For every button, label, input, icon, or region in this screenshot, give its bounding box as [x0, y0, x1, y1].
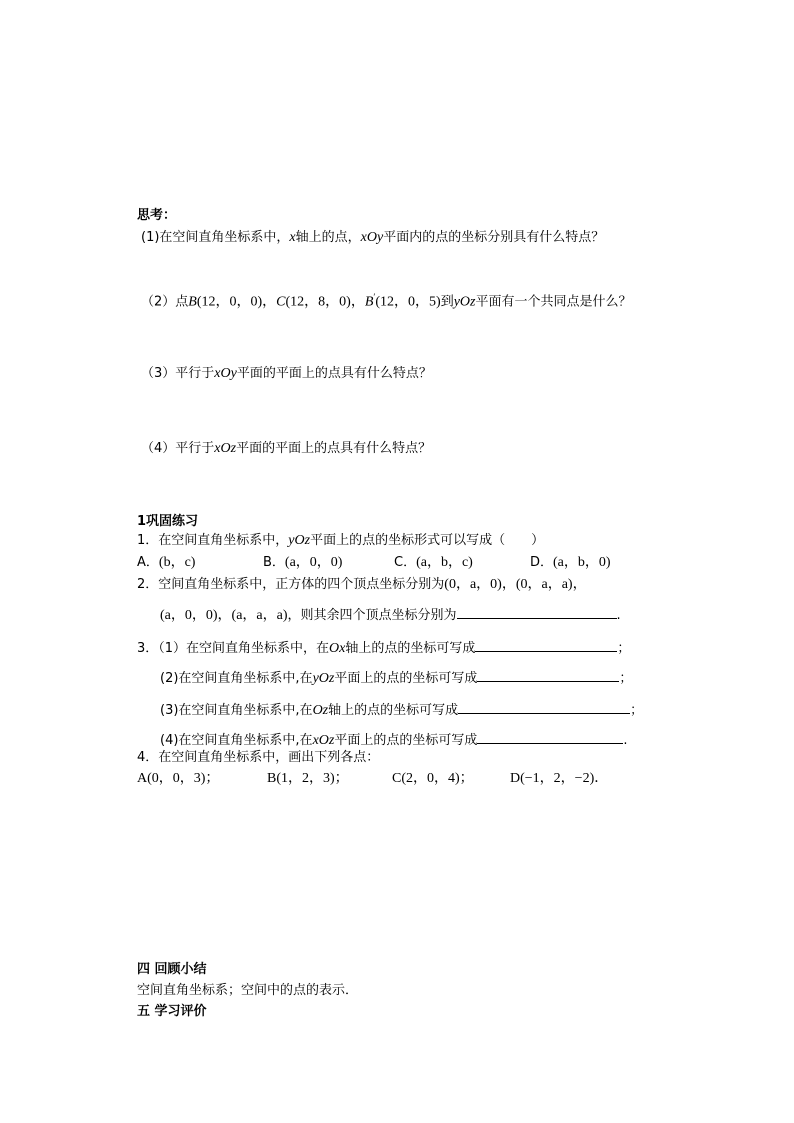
- practice-heading: 1巩固练习: [137, 514, 199, 529]
- option-a: [137, 554, 195, 572]
- q4-text-a: （4）平行于: [141, 441, 215, 456]
- option-b-value: (a，0，0): [284, 555, 343, 570]
- p2-coords: (0，a，0)，(0，a，a)，: [444, 577, 587, 592]
- answer-blank-3-2[interactable]: [477, 669, 619, 682]
- q4-text-c: 平面的平面上的点具有什么特点？: [236, 441, 432, 456]
- think-heading: 思考：: [137, 208, 177, 223]
- option-b-label: B．: [263, 555, 285, 570]
- p3-text-c: 轴上的点的坐标可写成: [345, 641, 476, 656]
- p3-4-period: .: [623, 733, 628, 748]
- option-c: [394, 554, 473, 572]
- option-d: [530, 554, 611, 572]
- practice-item-2-cont: [160, 606, 621, 625]
- answer-blank-3-3[interactable]: [458, 701, 630, 714]
- option-d-value: (a，b，0): [553, 555, 611, 570]
- q3-text-a: （3）平行于: [141, 366, 215, 381]
- think-question-1: [141, 229, 604, 247]
- option-a-label: A．: [137, 555, 159, 570]
- p3-3-semicolon: ；: [630, 703, 644, 718]
- p2-text-a: 2．空间直角坐标系中，正方体的四个顶点坐标分别为: [137, 577, 445, 592]
- p3-2-text-a: (2)在空间直角坐标系中,在: [160, 671, 313, 686]
- p3-text-a: 3．（1）在空间直角坐标系中，在: [137, 641, 330, 656]
- evaluation-heading: 五 学习评价: [137, 1004, 207, 1019]
- option-d-label: D．: [530, 555, 554, 570]
- p3-2-text-c: 平面上的点的坐标可写成: [334, 671, 478, 686]
- q1-text-e: 平面内的点的坐标分别具有什么特点？: [383, 230, 605, 245]
- q2-text-i: 到: [440, 294, 454, 310]
- p3-2-semicolon: ；: [619, 671, 633, 686]
- p2b-text: ，则其余四个顶点坐标分别为: [287, 608, 457, 623]
- q1-math-xoy: xOy: [360, 230, 384, 245]
- option-b: [263, 554, 342, 572]
- p3-3-text-c: 轴上的点的坐标可写成: [328, 703, 459, 718]
- practice-item-4: [137, 749, 379, 767]
- p2b-period: .: [616, 608, 621, 623]
- p3-4-text-c: 平面上的点的坐标可写成: [334, 733, 478, 748]
- p3-4-text-a: (4)在空间直角坐标系中,在: [160, 733, 313, 748]
- q2-point-c: C: [276, 294, 286, 310]
- p3-3-text-a: (3)在空间直角坐标系中,在: [160, 703, 313, 718]
- point-c: C(2，0，4)；: [392, 771, 474, 786]
- practice-item-3-2: [160, 669, 632, 688]
- q4-math-xoz: xOz: [214, 441, 237, 456]
- think-question-3: [141, 365, 432, 383]
- p1-text-a: 1．在空间直角坐标系中，: [137, 533, 289, 548]
- option-a-value: (b，c): [158, 555, 196, 570]
- practice-item-3-3: [160, 701, 643, 720]
- p4-text: 4．在空间直角坐标系中，画出下列各点：: [137, 750, 380, 765]
- summary-heading: 四 回顾小结: [137, 962, 207, 977]
- q2-text-a: （2）点: [141, 294, 189, 310]
- summary-text: 空间直角坐标系；空间中的点的表示．: [137, 983, 359, 998]
- answer-blank-2[interactable]: [457, 606, 617, 619]
- practice-item-2: [137, 576, 587, 594]
- q2-math-yoz: yOz: [453, 294, 476, 310]
- p3-math-ox: Ox: [329, 641, 346, 656]
- p1-math-yoz: yOz: [288, 533, 311, 548]
- q2-prime-mark: ′: [373, 292, 376, 302]
- option-c-value: (a，b，c): [416, 555, 473, 570]
- practice-item-3-1: [137, 639, 630, 658]
- q3-text-c: 平面的平面上的点具有什么特点？: [236, 366, 432, 381]
- p3-semicolon: ；: [617, 641, 631, 656]
- q2-coord-b-prime: (12，0，5): [375, 294, 441, 310]
- answer-blank-3-4[interactable]: [477, 731, 623, 744]
- q1-text-a: (1)在空间直角坐标系中，: [141, 230, 290, 245]
- q2-text-k: 平面有一个共同点是什么？: [475, 294, 632, 310]
- p3-3-math-oz: Oz: [312, 703, 329, 718]
- q2-point-b-prime: B: [364, 294, 374, 310]
- think-question-2: [141, 288, 632, 311]
- p3-2-math-yoz: yOz: [312, 671, 335, 686]
- answer-blank-3-1[interactable]: [475, 639, 617, 652]
- point-d: D(−1，2，−2)．: [510, 771, 609, 786]
- option-c-label: C．: [394, 555, 417, 570]
- q1-math-x: x: [289, 230, 296, 245]
- q2-coord-b: (12，0，0)，: [196, 294, 277, 310]
- point-b: B(1，2，3)；: [267, 771, 349, 786]
- practice-item-1: [137, 532, 544, 550]
- q1-text-c: 轴上的点，: [295, 230, 361, 245]
- practice-item-3-4: [160, 731, 628, 750]
- think-question-4: [141, 440, 431, 458]
- p1-text-c: 平面上的点的坐标形式可以写成（ ）: [310, 533, 545, 548]
- q2-point-b: B: [188, 294, 197, 310]
- point-a: A(0，0，3)；: [137, 771, 220, 786]
- p3-4-math-xoz: xOz: [312, 733, 335, 748]
- p2b-coords: (a，0，0)，(a，a，a): [160, 608, 288, 623]
- q2-coord-c: (12，8，0)，: [285, 294, 365, 310]
- q3-math-xoy: xOy: [214, 366, 237, 381]
